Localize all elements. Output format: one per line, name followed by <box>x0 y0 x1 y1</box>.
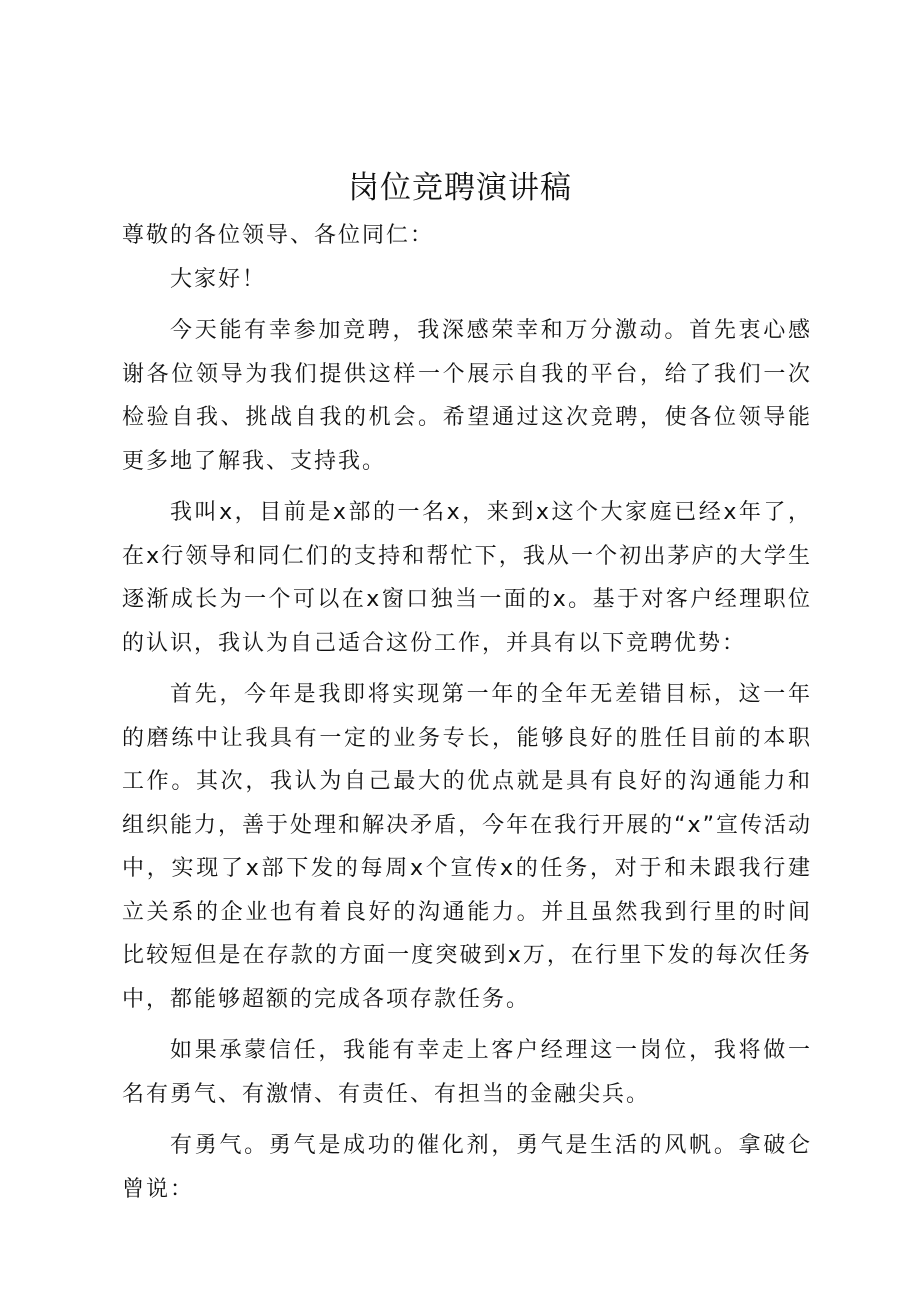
greeting-paragraph: 大家好！ <box>170 266 267 292</box>
commitment-paragraph: 如果承蒙信任，我能有幸走上客户经理这一岗位，我将做一名有勇气、有激情、有责任、有担当的金融尖兵。 <box>122 1038 812 1107</box>
document-body <box>122 214 812 1211</box>
intro-paragraph: 今天能有幸参加竞聘，我深感荣幸和万分激动。首先衷心感谢各位领导为我们提供这样一个展示自我的平台，给了我们一次检验自我、挑战自我的机会。希望通过这次竞聘，使各位领导能更多地了解我、支持我。 <box>122 318 812 474</box>
courage-paragraph: 有勇气。勇气是成功的催化剂，勇气是生活的风帆。拿破仑曾说： <box>122 1133 812 1202</box>
document-title: 岗位竞聘演讲稿 <box>348 170 572 206</box>
salutation-paragraph: 尊敬的各位领导、各位同仁： <box>122 223 435 248</box>
self-introduction-paragraph: 我叫x，目前是x部的一名x，来到x这个大家庭已经x年了，在x行领导和同仁们的支持和帮忙下，我从一个初出茅庐的大学生逐渐成长为一个可以在x窗口独当一面的x。基于对客户经理职位的认识，我认为自己适合这份工作，并具有以下竞聘优势： <box>122 500 812 656</box>
advantages-paragraph: 首先，今年是我即将实现第一年的全年无差错目标，这一年的磨练中让我具有一定的业务专长，能够良好的胜任目前的本职工作。其次，我认为自己最大的优点就是具有良好的沟通能力和组织能力，善于处理和解决矛盾，今年在我行开展的“x”宣传活动中，实现了x部下发的每周x个宣传x的任务，对于和未跟我行建立关系的企业也有着良好的沟通能力。并且虽然我到行里的时间比较短但是在存款的方面一度突破到x万，在行里下发的每次任务中，都能够超额的完成各项存款任务。 <box>122 682 812 1012</box>
